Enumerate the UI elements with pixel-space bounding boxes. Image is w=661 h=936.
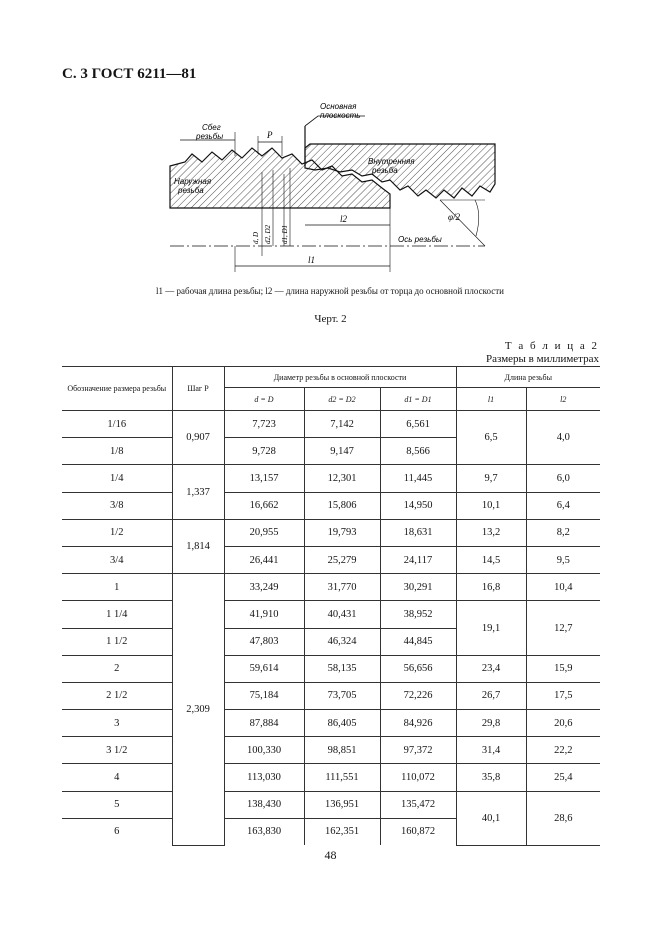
inner-thread-label: Внутренняя резьба	[368, 157, 415, 175]
cell-d: 87,884	[224, 710, 304, 737]
cell-d: 41,910	[224, 601, 304, 628]
table-row	[62, 764, 600, 791]
cell-l1: 9,7	[456, 465, 526, 492]
cell-l1: 26,7	[456, 682, 526, 709]
table-row	[62, 791, 600, 818]
cell-l1: 31,4	[456, 737, 526, 764]
header-pitch: Шаг P	[172, 367, 224, 411]
table-units: Размеры в миллиметрах	[486, 353, 599, 365]
cell-l2: 20,6	[526, 710, 600, 737]
cell-name: 1/8	[62, 438, 172, 465]
page-header: С. 3 ГОСТ 6211—81	[62, 66, 197, 82]
cell-d: 113,030	[224, 764, 304, 791]
cell-d2: 98,851	[304, 737, 380, 764]
header-d2: d2 = D2	[304, 388, 380, 411]
cell-name: 5	[62, 791, 172, 818]
page-number: 48	[324, 848, 337, 862]
l1-label: l1	[308, 255, 316, 265]
thread-dimensions-table	[62, 366, 600, 846]
dD-label: d, D	[252, 231, 260, 244]
cell-d2: 46,324	[304, 628, 380, 655]
cell-d: 47,803	[224, 628, 304, 655]
cell-l1: 13,2	[456, 519, 526, 546]
header-designation: Обозначение размера резьбы	[62, 367, 172, 411]
table-row	[62, 601, 600, 628]
cell-d2: 73,705	[304, 682, 380, 709]
header-l1: l1	[456, 388, 526, 411]
l2-label: l2	[340, 214, 348, 224]
cell-d1: 160,872	[380, 818, 456, 845]
table-row	[62, 492, 600, 519]
cell-d1: 72,226	[380, 682, 456, 709]
cell-l2: 12,7	[526, 601, 600, 655]
cell-d2: 136,951	[304, 791, 380, 818]
cell-l2: 17,5	[526, 682, 600, 709]
cell-d: 9,728	[224, 438, 304, 465]
angle-label: φ/2	[448, 212, 460, 222]
cell-d1: 11,445	[380, 465, 456, 492]
header-l2: l2	[526, 388, 600, 411]
cell-l2: 6,0	[526, 465, 600, 492]
cell-d1: 110,072	[380, 764, 456, 791]
cell-d: 13,157	[224, 465, 304, 492]
table-title: Т а б л и ц а 2	[504, 340, 599, 352]
cell-l1: 14,5	[456, 546, 526, 573]
header-d1: d1 = D1	[380, 388, 456, 411]
cell-name: 3/8	[62, 492, 172, 519]
cell-d: 138,430	[224, 791, 304, 818]
table-row	[62, 710, 600, 737]
axis-label: Ось резьбы	[398, 235, 442, 244]
cell-d1: 97,372	[380, 737, 456, 764]
cell-name: 3/4	[62, 546, 172, 573]
cell-name: 3 1/2	[62, 737, 172, 764]
cell-d: 16,662	[224, 492, 304, 519]
table-row	[62, 682, 600, 709]
cell-l2: 4,0	[526, 411, 600, 465]
cell-name: 2 1/2	[62, 682, 172, 709]
table-row	[62, 519, 600, 546]
figure-title: Черт. 2	[314, 313, 347, 325]
cell-l2: 22,2	[526, 737, 600, 764]
cell-l2: 28,6	[526, 791, 600, 845]
cell-d1: 30,291	[380, 574, 456, 601]
cell-d: 33,249	[224, 574, 304, 601]
cell-l2: 15,9	[526, 655, 600, 682]
table-title-block	[486, 340, 599, 366]
cell-l1: 40,1	[456, 791, 526, 845]
cell-name: 1/4	[62, 465, 172, 492]
cell-d1: 84,926	[380, 710, 456, 737]
cell-l1: 29,8	[456, 710, 526, 737]
cell-d1: 18,631	[380, 519, 456, 546]
outer-thread-label: Наружная резьба	[174, 177, 212, 195]
cell-l1: 19,1	[456, 601, 526, 655]
cell-d: 20,955	[224, 519, 304, 546]
cell-d2: 25,279	[304, 546, 380, 573]
cell-name: 1 1/2	[62, 628, 172, 655]
cell-l2: 6,4	[526, 492, 600, 519]
cell-d1: 38,952	[380, 601, 456, 628]
table-row	[62, 655, 600, 682]
cell-d: 7,723	[224, 411, 304, 438]
cell-name: 1/2	[62, 519, 172, 546]
cell-l1: 6,5	[456, 411, 526, 465]
cell-d1: 8,566	[380, 438, 456, 465]
cell-d2: 19,793	[304, 519, 380, 546]
cell-l2: 9,5	[526, 546, 600, 573]
d1D1-label: d1, D1	[281, 224, 289, 244]
header-diameter-group: Диаметр резьбы в основной плоскости	[224, 367, 456, 388]
cell-d: 26,441	[224, 546, 304, 573]
cell-d2: 15,806	[304, 492, 380, 519]
cell-d2: 111,551	[304, 764, 380, 791]
thread-drawing	[140, 96, 520, 281]
cell-d2: 31,770	[304, 574, 380, 601]
cell-d2: 162,351	[304, 818, 380, 845]
cell-d1: 14,950	[380, 492, 456, 519]
cell-name: 1/16	[62, 411, 172, 438]
cell-d1: 135,472	[380, 791, 456, 818]
cell-name: 4	[62, 764, 172, 791]
cell-pitch: 0,907	[172, 411, 224, 465]
cell-d2: 7,142	[304, 411, 380, 438]
cell-l2: 25,4	[526, 764, 600, 791]
table-row	[62, 737, 600, 764]
figure-caption: l1 — рабочая длина резьбы; l2 — длина наружной резьбы от торца до основной плоскости	[156, 286, 504, 296]
cell-l1: 10,1	[456, 492, 526, 519]
cell-name: 3	[62, 710, 172, 737]
header-length-group: Длина резьбы	[456, 367, 600, 388]
cell-d1: 6,561	[380, 411, 456, 438]
cell-l2: 8,2	[526, 519, 600, 546]
base-plane-label: Основная плоскость	[320, 102, 361, 120]
cell-d2: 86,405	[304, 710, 380, 737]
table-row	[62, 546, 600, 573]
cell-d1: 56,656	[380, 655, 456, 682]
cell-pitch: 1,814	[172, 519, 224, 573]
header-d: d = D	[224, 388, 304, 411]
table-row	[62, 411, 600, 438]
cell-pitch: 1,337	[172, 465, 224, 519]
cell-l1: 16,8	[456, 574, 526, 601]
cell-d2: 40,431	[304, 601, 380, 628]
cell-d2: 9,147	[304, 438, 380, 465]
cell-d1: 24,117	[380, 546, 456, 573]
cell-l1: 35,8	[456, 764, 526, 791]
cell-name: 6	[62, 818, 172, 845]
cell-name: 1 1/4	[62, 601, 172, 628]
cell-d2: 58,135	[304, 655, 380, 682]
d2D2-label: d2, D2	[264, 224, 272, 244]
cell-d2: 12,301	[304, 465, 380, 492]
cell-name: 1	[62, 574, 172, 601]
cell-d: 75,184	[224, 682, 304, 709]
cell-d1: 44,845	[380, 628, 456, 655]
sbeg-label: Сбег резьбы	[196, 123, 224, 141]
pitch-label: P	[267, 130, 273, 140]
cell-pitch: 2,309	[172, 574, 224, 845]
cell-name: 2	[62, 655, 172, 682]
cell-l1: 23,4	[456, 655, 526, 682]
table-row	[62, 574, 600, 601]
cell-d: 163,830	[224, 818, 304, 845]
cell-d: 59,614	[224, 655, 304, 682]
table-row	[62, 465, 600, 492]
cell-l2: 10,4	[526, 574, 600, 601]
cell-d: 100,330	[224, 737, 304, 764]
